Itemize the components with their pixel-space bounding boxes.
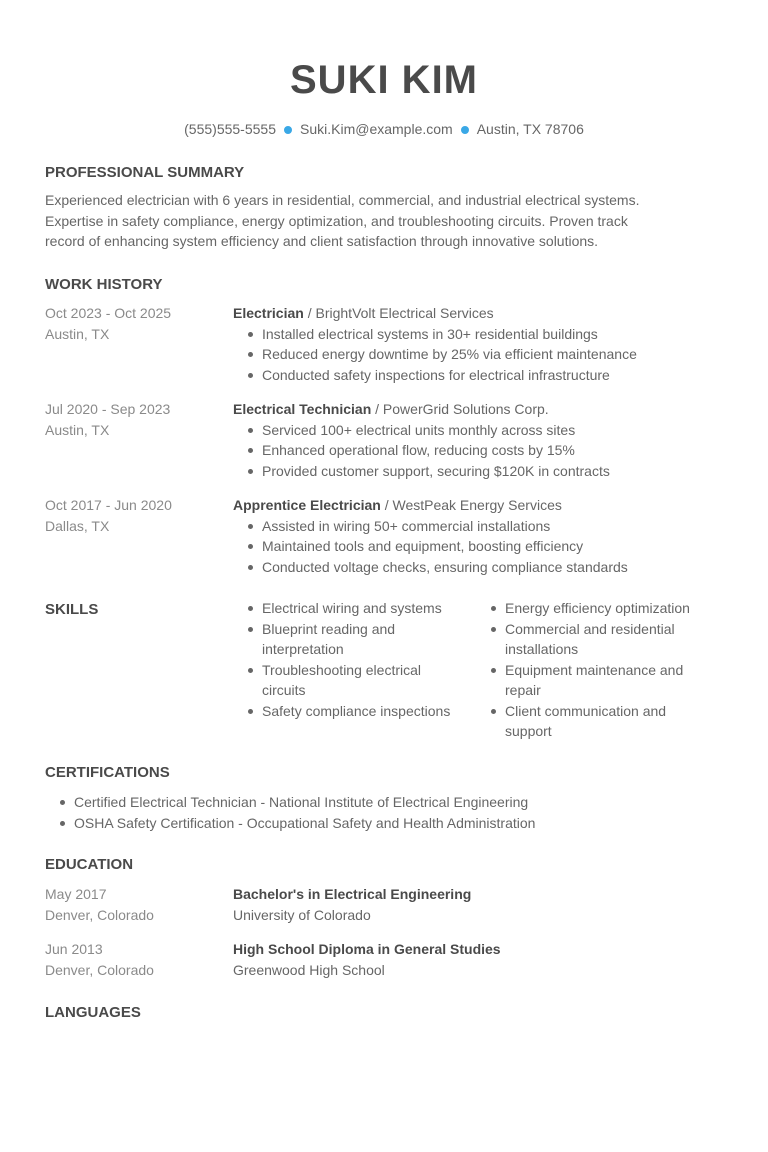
- job-meta: [45, 495, 230, 536]
- education-meta: [45, 884, 230, 925]
- education-details: [233, 939, 733, 980]
- list-item: Provided customer support, securing $120K in contracts: [233, 461, 733, 482]
- section-title-work: WORK HISTORY: [45, 276, 163, 293]
- job-bullets: [233, 420, 733, 482]
- list-item: Certified Electrical Technician - National Institute of Electrical Engineering: [45, 792, 735, 813]
- skills-column-1: [233, 598, 463, 721]
- job-location: Austin, TX: [45, 421, 110, 438]
- job-company: / BrightVolt Electrical Services: [303, 305, 494, 321]
- job-title: Electrical Technician: [233, 401, 372, 417]
- job-dates: Oct 2023 - Oct 2025: [45, 305, 172, 321]
- section-title-certifications: CERTIFICATIONS: [45, 764, 170, 781]
- job-details: [233, 399, 733, 481]
- education-meta: [45, 939, 230, 980]
- job-location: Dallas, TX: [45, 517, 110, 534]
- list-item: Equipment maintenance and repair: [476, 660, 706, 701]
- job-meta: [45, 303, 230, 344]
- summary-text: [45, 190, 735, 252]
- education-degree: Bachelor's in Electrical Engineering: [233, 886, 472, 902]
- separator-dot-icon: [461, 126, 469, 134]
- job-dates: Oct 2017 - Jun 2020: [45, 497, 172, 513]
- contact-line: [0, 121, 768, 137]
- list-item: Enhanced operational flow, reducing costs by 15%: [233, 440, 733, 461]
- list-item: Electrical wiring and systems: [233, 598, 463, 619]
- job-heading: [233, 495, 733, 516]
- list-item: Client communication and support: [476, 701, 706, 742]
- list-item: Maintained tools and equipment, boosting efficiency: [233, 536, 733, 557]
- list-item: OSHA Safety Certification - Occupational Safety and Health Administration: [45, 813, 735, 834]
- list-item: Safety compliance inspections: [233, 701, 463, 722]
- list-item: Blueprint reading and interpretation: [233, 619, 463, 660]
- job-details: [233, 303, 733, 385]
- job-details: [233, 495, 733, 577]
- job-heading: [233, 303, 733, 324]
- job-title: Electrician: [233, 305, 304, 321]
- section-title-education: EDUCATION: [45, 856, 134, 873]
- candidate-name: SUKI KIM: [290, 58, 478, 102]
- education-degree: High School Diploma in General Studies: [233, 941, 501, 957]
- education-details: [233, 884, 733, 925]
- education-school: University of Colorado: [233, 906, 371, 923]
- summary-line: record of enhancing system efficiency and client satisfaction through innovative solutions.: [45, 233, 599, 249]
- education-location: Denver, Colorado: [45, 961, 154, 978]
- education-location: Denver, Colorado: [45, 906, 154, 923]
- job-title: Apprentice Electrician: [233, 497, 381, 513]
- job-company: / PowerGrid Solutions Corp.: [371, 401, 549, 417]
- email-text: Suki.Kim@example.com: [300, 121, 453, 137]
- summary-line: Experienced electrician with 6 years in residential, commercial, and industrial electrical systems.: [45, 192, 640, 208]
- skills-column-2: [476, 598, 706, 742]
- phone-text: (555)555-5555: [184, 121, 276, 137]
- list-item: Installed electrical systems in 30+ residential buildings: [233, 324, 733, 345]
- summary-line: Expertise in safety compliance, energy optimization, and troubleshooting circuits. Proven track: [45, 212, 628, 229]
- certifications-list: [45, 792, 735, 833]
- list-item: Conducted voltage checks, ensuring compliance standards: [233, 557, 733, 578]
- job-meta: [45, 399, 230, 440]
- job-company: / WestPeak Energy Services: [380, 497, 562, 513]
- list-item: Energy efficiency optimization: [476, 598, 706, 619]
- list-item: Reduced energy downtime by 25% via efficient maintenance: [233, 344, 733, 365]
- job-bullets: [233, 516, 733, 578]
- section-title-summary: PROFESSIONAL SUMMARY: [45, 164, 245, 181]
- list-item: Serviced 100+ electrical units monthly across sites: [233, 420, 733, 441]
- job-heading: [233, 399, 733, 420]
- list-item: Assisted in wiring 50+ commercial installations: [233, 516, 733, 537]
- section-title-languages: LANGUAGES: [45, 1004, 141, 1021]
- job-location: Austin, TX: [45, 325, 110, 342]
- section-title-skills: SKILLS: [45, 601, 99, 618]
- list-item: Conducted safety inspections for electrical infrastructure: [233, 365, 733, 386]
- job-bullets: [233, 324, 733, 386]
- education-date: May 2017: [45, 886, 107, 902]
- job-dates: Jul 2020 - Sep 2023: [45, 401, 171, 417]
- location-text: Austin, TX 78706: [476, 121, 584, 137]
- list-item: Commercial and residential installations: [476, 619, 706, 660]
- list-item: Troubleshooting electrical circuits: [233, 660, 463, 701]
- education-date: Jun 2013: [45, 941, 103, 957]
- separator-dot-icon: [284, 126, 292, 134]
- education-school: Greenwood High School: [233, 961, 385, 978]
